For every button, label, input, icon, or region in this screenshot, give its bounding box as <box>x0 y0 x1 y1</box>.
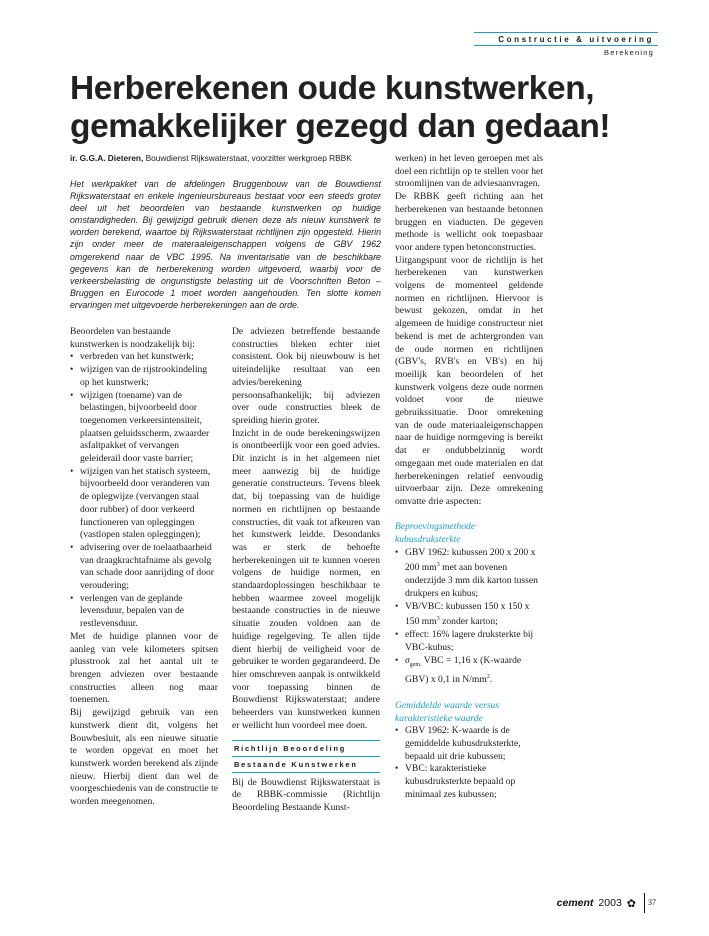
list-item-text: met aan bovenen onderzijde 3 mm dik karton tussen drukpers en kubus; <box>405 562 538 600</box>
section-label: Constructie & uitvoering <box>498 35 654 44</box>
intro-paragraph: Het werkpakket van de afdelingen Bruggenbouw van de Bouwdienst Rijkswaterstaat en enkele ingenieursbureaus bestaat voor een steeds groter deel uit het beoordelen van bestaande kunstwerken op huidige omstandigheden. Bij gewijzigd gebruik dienen deze als nieuw kunstwerk te worden berekend, waartoe bij Rijkswaterstaat richtlijnen zijn opgesteld. Hierin zijn onder meer de materaaleigenschappen volgens de GBV 1962 omgerekend naar de VBC 1995. Na inventarisatie van de beschikbare gegevens kan de herberekening worden uitgevoerd, waarbij voor de verkeersbelasting de ongunstigste belasting uit de Voorschriften Beton – Bruggen en Eurocode 1 moet worden aangehouden. Ten slotte komen ervaringen met uitgevoerde herberekeningen aan de orde. <box>70 179 381 310</box>
paragraph: Beoordelen van bestaande kunstwerken is noodzakelijk bij: <box>70 326 195 350</box>
list-item-text: VBC = 1,16 x (K-waarde GBV) x 0,1 in N/mm <box>405 654 522 686</box>
paragraph: Inzicht in de oude berekeningswijzen is onontbeerlijk voor een goed advies. Dit inzicht is in het algemeen niet meer aanwezig bij de huidige generatie constructeurs. Tevens bleek dat, bij toepassing van de huidige normen en richtlijnen op bestaande constructies, dit vaak tot afkeuren van het kunstwerk leidde. Desondanks was er sterk de behoefte herberekeningen uit te kunnen voeren volgens de huidige normen, en standaardoplossingen beschikbaar te hebben waarmee zoveel mogelijk bestaande constructies in de nieuwe situatie zouden voldoen aan de huidige regelgeving. Te allen tijde dient hierbij de veiligheid voor de gebruiker te worden gegarandeerd. De hier omschreven aanpak is ontwikkeld voor toepassing binnen de Bouwdienst Rijkswaterstaat; andere beheerders van kunstwerken kunnen er wellicht hun voordeel mee doen. <box>232 427 380 731</box>
superscript: 2 <box>486 674 490 681</box>
paragraph: Met de huidige plannen voor de aanleg van vele kilometers spitsen plusstrook zal het aantal uit te brengen adviezen over bestaande constructies alleen nog maar toenemen. <box>70 630 218 706</box>
list-item: • effect: 16% lagere druksterkte bij VBC-kubus; <box>395 629 543 654</box>
list-item <box>395 547 543 601</box>
list-item: • verlengen van de geplande levensduur, bepalen van de restlevensduur. <box>70 593 218 631</box>
superscript: 3 <box>436 616 440 623</box>
header-rule-top <box>474 32 658 33</box>
subsection-label: Berekening <box>604 48 654 57</box>
section-heading-line-2: Bestaande Kunstwerken <box>234 759 358 769</box>
subheading-line: Gemiddelde waarde versus <box>395 699 500 711</box>
section-heading-line-1: Richtlijn Beoordeling <box>232 741 380 757</box>
body-column-1 <box>70 326 218 809</box>
list-item-text: . <box>489 674 493 686</box>
paragraph: Uitgangspunt voor de richtlijn is het herberekenen van kunstwerken volgens de momenteel geldende normen en richtlijnen. Hiervoor is bewust gekozen, omdat in het algemeen de huidige constructeur niet bekend is met de achtergronden van de oude normen en richtlijnen (GBV's, RVB's en VB's) en hij moeilijk kan beoordelen of het kunstwerk volgens deze oude normen voldoet voor de nieuwe gebruikssituatie. Door omrekening van de oude materiaaleigenschappen naar de huidige normgeving is bereikt dat er ondubbelzinnig wordt omgegaan met oude materialen en dat herberekeningen relatief eenvoudig uitvoerbaar zijn. Deze omrekening omvatte drie aspecten: <box>395 254 543 507</box>
article-title-line-2: gemakkelijker gezegd dan gedaan! <box>70 108 611 145</box>
list-item: • wijzigen (toename) van de belastingen, bijvoorbeeld door toegenomen verkeersintensiteit, plaatsen geluidsscherm, zwaarder asfaltpakket of vervangen geleiderail door vaste barrier; <box>70 390 218 466</box>
flower-icon: ✿ <box>626 897 636 910</box>
strength-list <box>395 725 543 801</box>
author-affiliation: Bouwdienst Rijkswaterstaat, voorzitter werkgroep RBBK <box>143 153 352 163</box>
list-item: • verbreden van het kunstwerk; <box>70 351 218 364</box>
magazine-name: cement <box>556 897 594 909</box>
paragraph: De adviezen betreffende bestaande constructies bleken echter niet consistent. Ook bij nieuwbouw is het uiteindelijke resultaat van een advies/berekening persoonsafhankelijk; bij adviezen over oude constructies bleek de spreiding hierin groter. <box>232 326 380 426</box>
list-item: • wijzigen van het statisch systeem, bijvoorbeeld door veranderen van de oplegwijze (vervangen staal door rubber) of door verkeerd functioneren van opleggingen (vastlopen stalen opleggingen); <box>70 466 218 542</box>
list-item-text: GBV 1962: kubussen 200 x 200 x 200 mm <box>405 546 536 574</box>
sigma-symbol: σ <box>405 654 410 666</box>
footer-divider <box>644 893 645 913</box>
body-column-3 <box>395 153 543 802</box>
page-number: 37 <box>648 898 656 907</box>
author-name: ir. G.G.A. Dieteren, <box>70 153 144 163</box>
header-rule-middle <box>474 45 658 46</box>
list-item: • wijzigen van de rijstrookindeling op het kunstwerk; <box>70 364 218 389</box>
subheading: Beproevingsmethode kubusdruksterkte <box>395 521 476 546</box>
body-column-2 <box>232 326 380 815</box>
footer <box>557 893 645 913</box>
subheading-line: karakteristieke waarde <box>395 712 483 724</box>
list-item <box>395 601 543 630</box>
paragraph: werken) in het leven geroepen met als doel een richtlijn op te stellen voor het stroomlijnen van de adviesaanvragen. <box>395 153 543 190</box>
magazine-year: 2003 <box>598 897 622 909</box>
list-item: • GBV 1962: K-waarde is de gemiddelde kubusdruksterkte, bepaald uit drie kubussen; <box>395 725 543 763</box>
list-item-text: VB/VBC: kubussen 150 x 150 x 150 mm <box>405 600 530 628</box>
list-item-text: zonder karton; <box>439 616 498 628</box>
list-item: • VBC: karakteristieke kubusdruksterkte bepaald op minimaal zes kubussen; <box>395 763 543 801</box>
reasons-list <box>70 351 218 630</box>
subheading <box>395 700 543 725</box>
section-heading-box <box>232 740 380 773</box>
article-title-line-1: Herberekenen oude kunstwerken, <box>70 70 595 107</box>
paragraph: Bij gewijzigd gebruik van een kunstwerk dient dit, volgens het Bouwbesluit, als een nieuwe situatie te worden opgevat en moet het kunstwerk worden berekend als zijnde nieuw. Hierbij dient dan wel de voorgeschiedenis van de constructie te worden meegenomen. <box>70 707 218 808</box>
subscript: gem. <box>409 661 422 668</box>
paragraph: Bij de Bouwdienst Rijkswaterstaat is de RBBK-commissie (Richtlijn Beoordeling Bestaande Kunst- <box>232 776 380 813</box>
list-item: • advisering over de toelaatbaarheid van draagkrachtafname als gevolg van schade door aanrijding of door veroudering; <box>70 542 218 593</box>
superscript: 3 <box>436 562 440 569</box>
paragraph: De RBBK geeft richting aan het herberekenen van bestaande betonnen bruggen en viaducten. De gegeven methode is wellicht ook toepasbaar voor andere typen betonconstructies. <box>395 191 543 253</box>
list-item <box>395 655 543 688</box>
article-title <box>70 70 670 146</box>
byline <box>70 153 390 163</box>
test-method-list <box>395 547 543 688</box>
